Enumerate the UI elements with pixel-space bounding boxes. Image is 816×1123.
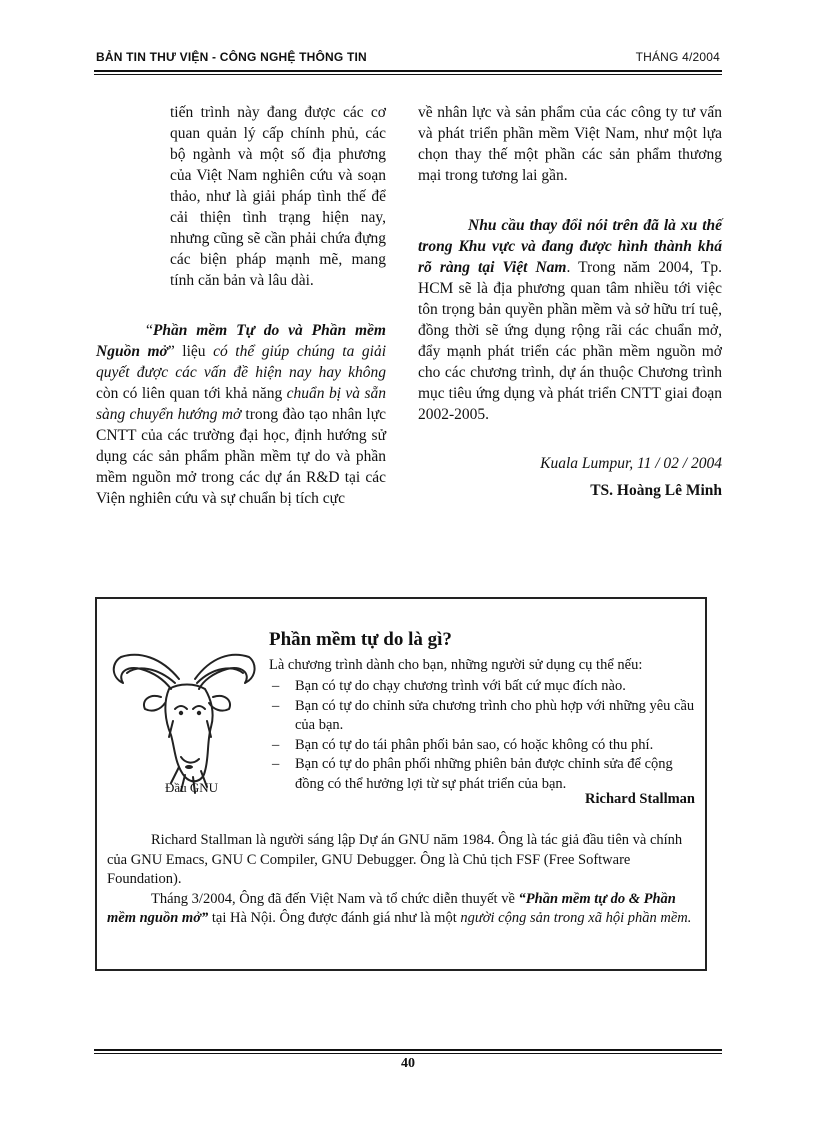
- left-text-2: còn có liên quan tới khả năng: [96, 385, 287, 402]
- footer-rule: [94, 1049, 722, 1054]
- header-rule: [94, 70, 722, 75]
- box-attribution: Richard Stallman: [585, 791, 695, 807]
- left-italic-1: có thể giúp chúng ta giải quyết được các vấn đề hiện nay hay không: [96, 343, 386, 381]
- freedom-text: Bạn có tự do tái phân phối bản sao, có hoặc không có thu phí.: [295, 736, 654, 753]
- list-item: [269, 736, 697, 756]
- dash-bullet: –: [272, 678, 280, 694]
- sidebar-box: [95, 597, 707, 971]
- left-intro-paragraph: tiến trình này đang được các cơ quan quản lý cấp chính phủ, các bộ ngành và một số địa phương của Việt Nam nghiên cứu và soạn thảo, như là giải pháp tình thế để cải thiện tình trạng hiện nay, nhưng cũng sẽ cần phải chứa đựng các biện pháp mạnh mẽ, mang tính căn bản và lâu dài.: [170, 104, 386, 289]
- bio-2-italic: người cộng sản trong xã hội phần mềm.: [460, 910, 692, 926]
- right-emphasis-paragraph: [418, 215, 722, 425]
- quote-open: “: [146, 322, 153, 339]
- right-column: [418, 102, 722, 501]
- signature-author: TS. Hoàng Lê Minh: [590, 482, 722, 499]
- left-column: [96, 102, 386, 509]
- dash-bullet: –: [272, 756, 280, 772]
- gnu-figure-caption: Đầu GNU: [165, 780, 219, 795]
- list-item: [269, 697, 697, 736]
- freedoms-list: [269, 677, 697, 794]
- box-title: Phần mềm tự do là gì?: [269, 629, 452, 650]
- left-quote-paragraph: [96, 320, 386, 509]
- list-item: [269, 755, 697, 794]
- gnu-head-icon: [109, 617, 259, 797]
- freedom-text: Bạn có tự do chạy chương trình với bất cứ mục đích nào.: [295, 678, 626, 694]
- bio-2-start: Tháng 3/2004, Ông đã đến Việt Nam và tổ chức diễn thuyết về: [151, 890, 519, 907]
- bio-paragraph-2: [107, 890, 697, 929]
- bio-2-title: “Phần mềm tự do & Phần mềm nguồn mở”: [107, 890, 676, 926]
- stallman-bio: [107, 831, 697, 929]
- running-header-date: THÁNG 4/2004: [635, 50, 720, 64]
- list-item: [269, 677, 697, 697]
- right-emphasis: Nhu cầu thay đổi nói trên đã là xu thế trong Khu vực và đang được hình thành khá rõ ràng tại Việt Nam: [418, 217, 722, 276]
- left-italic-2: chuẩn bị và sẵn sàng chuyển hướng mở: [96, 385, 386, 423]
- bio-2-mid: tại Hà Nội. Ông được đánh giá như là một: [208, 910, 461, 926]
- dash-bullet: –: [272, 697, 280, 714]
- right-body: . Trong năm 2004, Tp. HCM sẽ là địa phương quan tâm nhiều tới việc tôn trọng bản quyền phần mềm và sở hữu trí tuệ, đồng thời sẽ ứng dụng rộng rãi các chuẩn mở, đẩy mạnh phát triển các phần mềm nguồn mở cho các chương trình, dự án thuộc Chương trình mục tiêu ứng dụng và phát triển CNTT giai đoạn 2002-2005.: [418, 259, 722, 423]
- bio-paragraph-1: Richard Stallman là người sáng lập Dự án GNU năm 1984. Ông là tác giả đầu tiên và chính của GNU Emacs, GNU C Compiler, GNU Debugger. Ông là Chủ tịch FSF (Free Software Foundation).: [107, 832, 683, 887]
- signature-place-date: Kuala Lumpur, 11 / 02 / 2004: [540, 455, 722, 472]
- running-header-title: BẢN TIN THƯ VIỆN - CÔNG NGHỆ THÔNG TIN: [96, 50, 367, 64]
- box-intro: Là chương trình dành cho bạn, những người sử dụng cụ thể nếu:: [269, 657, 643, 673]
- quote-close: ”: [167, 343, 175, 360]
- page-number: 40: [401, 1056, 415, 1071]
- freedom-text: Bạn có tự do phân phối những phiên bản được chỉnh sửa để cộng đồng có thể hưởng lợi từ sự phát triển của bạn.: [295, 756, 673, 792]
- right-continuation-paragraph: về nhân lực và sản phẩm của các công ty tư vấn và phát triển phần mềm Việt Nam, như một lựa chọn thay thế một phần các sản phẩm thương mại trong tương lai gần.: [418, 104, 722, 184]
- left-text-3: trong đào tạo nhân lực CNTT của các trường đại học, định hướng sử dụng các sản phẩm phần mềm tự do và phần mềm nguồn mở trong các dự án R&D tại các Viện nghiên cứu và sự chuẩn bị tích cực: [96, 406, 386, 507]
- quote-title: Phần mềm Tự do và Phần mềm Nguồn mở: [96, 322, 386, 360]
- left-text-1: liệu: [174, 343, 214, 360]
- dash-bullet: –: [272, 736, 280, 753]
- freedom-text: Bạn có tự do chỉnh sửa chương trình cho phù hợp với những yêu cầu của bạn.: [295, 697, 695, 733]
